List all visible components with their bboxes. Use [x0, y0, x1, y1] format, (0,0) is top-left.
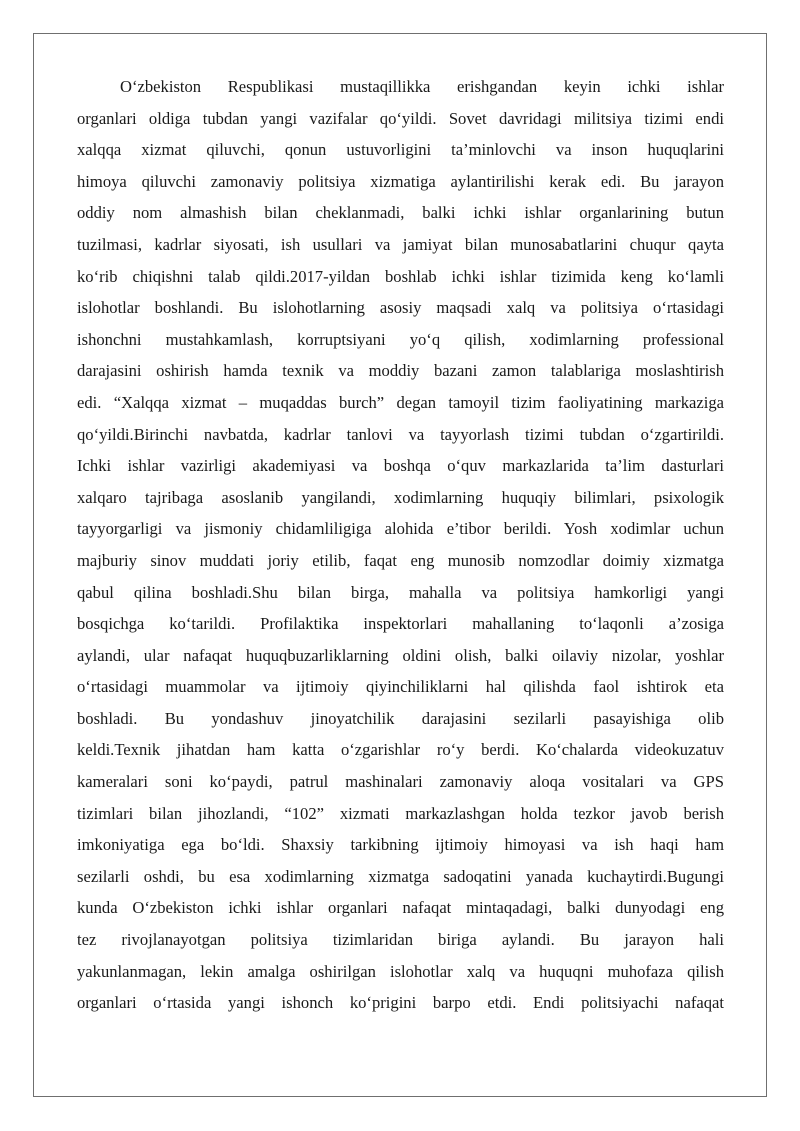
text-line: ishonchni mustahkamlash, korruptsiyani yo‘q qilish, xodimlarning professional — [77, 329, 724, 349]
text-line: tuzilmasi, kadrlar siyosati, ish usullari va jamiyat bilan munosabatlarini chuqur qayta — [77, 234, 724, 254]
text-line: xalqaro tajribaga asoslanib yangilandi, xodimlarning huquqiy bilimlari, psixologik — [77, 487, 724, 507]
text-line: yakunlanmagan, lekin amalga oshirilgan islohotlar xalq va huquqni muhofaza qilish — [77, 961, 724, 981]
text-line: kameralari soni ko‘paydi, patrul mashinalari zamonaviy aloqa vositalari va GPS — [77, 772, 724, 792]
text-line: Ichki ishlar vazirligi akademiyasi va boshqa o‘quv markazlarida ta’lim dasturlari — [77, 456, 724, 476]
document-body — [77, 71, 724, 1019]
text-line: edi. “Xalqqa xizmat – muqaddas burch” degan tamoyil tizim faoliyatining markaziga — [77, 392, 724, 412]
text-line: tayyorgarligi va jismoniy chidamliligiga alohida e’tibor berildi. Yosh xodimlar uchun — [77, 519, 724, 539]
text-line: qo‘yildi.Birinchi navbatda, kadrlar tanlovi va tayyorlash tizimi tubdan o‘zgartirildi. — [77, 424, 724, 444]
text-line: O‘zbekiston Respublikasi mustaqillikka erishgandan keyin ichki ishlar — [120, 77, 724, 96]
text-line: darajasini oshirish hamda texnik va moddiy bazani zamon talablariga moslashtirish — [77, 361, 724, 381]
text-line: xalqqa xizmat qiluvchi, qonun ustuvorligini ta’minlovchi va inson huquqlarini — [77, 140, 724, 160]
text-line: ko‘rib chiqishni talab qildi.2017-yildan boshlab ichki ishlar tizimida keng ko‘lamli — [77, 266, 724, 286]
text-line: imkoniyatiga ega bo‘ldi. Shaxsiy tarkibning ijtimoiy himoyasi va ish haqi ham — [77, 835, 724, 855]
text-line: majburiy sinov muddati joriy etilib, faqat eng munosib nomzodlar doimiy xizmatga — [77, 550, 724, 570]
text-line: tizimlari bilan jihozlandi, “102” xizmati markazlashgan holda tezkor javob berish — [77, 803, 724, 823]
text-line: sezilarli oshdi, bu esa xodimlarning xizmatga sadoqatini yanada kuchaytirdi.Bugungi — [77, 866, 724, 886]
text-line: aylandi, ular nafaqat huquqbuzarliklarning oldini olish, balki oilaviy nizolar, yoshlar — [77, 645, 724, 665]
text-line: organlari o‘rtasida yangi ishonch ko‘prigini barpo etdi. Endi politsiyachi nafaqat — [77, 993, 724, 1013]
text-line: islohotlar boshlandi. Bu islohotlarning asosiy maqsadi xalq va politsiya o‘rtasidagi — [77, 298, 724, 318]
text-line: boshladi. Bu yondashuv jinoyatchilik darajasini sezilarli pasayishiga olib — [77, 708, 724, 728]
text-line: organlari oldiga tubdan yangi vazifalar qo‘yildi. Sovet davridagi militsiya tizimi endi — [77, 108, 724, 128]
text-line: keldi.Texnik jihatdan ham katta o‘zgarishlar ro‘y berdi. Ko‘chalarda videokuzatuv — [77, 740, 724, 760]
text-line: himoya qiluvchi zamonaviy politsiya xizmatiga aylantirilishi kerak edi. Bu jarayon — [77, 171, 724, 191]
text-line: qabul qilina boshladi.Shu bilan birga, mahalla va politsiya hamkorligi yangi — [77, 582, 724, 602]
text-line: bosqichga ko‘tarildi. Profilaktika inspektorlari mahallaning to‘laqonli a’zosiga — [77, 614, 724, 634]
text-line: kunda O‘zbekiston ichki ishlar organlari nafaqat mintaqadagi, balki dunyodagi eng — [77, 898, 724, 918]
text-line: tez rivojlanayotgan politsiya tizimlaridan biriga aylandi. Bu jarayon hali — [77, 930, 724, 950]
text-line: oddiy nom almashish bilan cheklanmadi, balki ichki ishlar organlarining butun — [77, 203, 724, 223]
text-line: o‘rtasidagi muammolar va ijtimoiy qiyinchiliklarni hal qilishda faol ishtirok eta — [77, 677, 724, 697]
